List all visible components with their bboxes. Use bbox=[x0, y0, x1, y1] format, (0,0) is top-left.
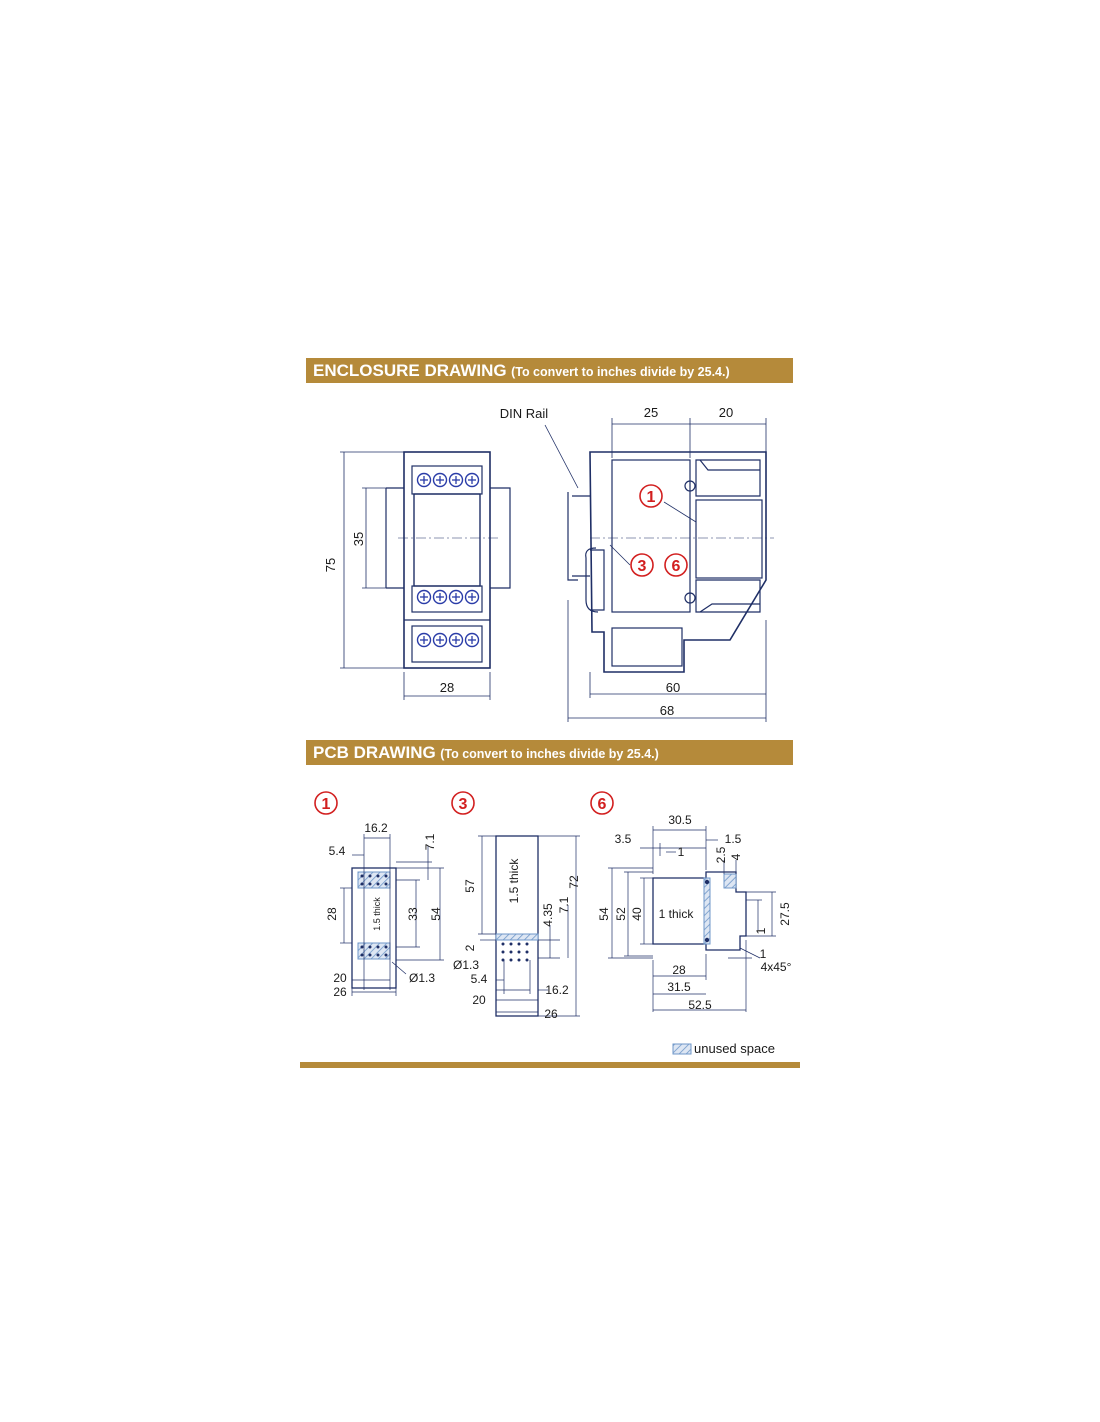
pcb6-callout: 6 bbox=[597, 796, 607, 813]
side-callout-3: 3 bbox=[637, 558, 647, 575]
pcb3-hole: Ø1.3 bbox=[452, 958, 480, 972]
pcb-drawing-title: PCB DRAWING bbox=[313, 743, 436, 762]
enclosure-drawing-title: ENCLOSURE DRAWING bbox=[313, 361, 507, 380]
pcb3-two: 2 bbox=[463, 944, 477, 952]
pcb6-chamfer: 4x45° bbox=[760, 960, 792, 974]
pcb1-w-top: 16.2 bbox=[364, 821, 388, 835]
pcb1-w-mid: 20 bbox=[333, 971, 347, 985]
pcb6-d275: 27.5 bbox=[778, 902, 792, 926]
unused-space-label: unused space bbox=[694, 1041, 775, 1056]
pcb6-drawing bbox=[591, 792, 792, 1012]
pcb3-w-total: 26 bbox=[544, 1007, 558, 1021]
pcb3-d1: 4.35 bbox=[541, 903, 555, 927]
pcb6-one-a: 1 bbox=[677, 845, 685, 859]
pcb1-h-inner: 33 bbox=[406, 907, 420, 921]
pcb6-w525: 52.5 bbox=[688, 998, 712, 1012]
pcb3-drawing bbox=[452, 792, 581, 1021]
side-callout-6: 6 bbox=[671, 558, 681, 575]
din-rail-label: DIN Rail bbox=[499, 406, 549, 421]
pcb1-callout: 1 bbox=[321, 796, 331, 813]
pcb6-d4: 4 bbox=[729, 853, 743, 861]
pcb3-callout: 3 bbox=[458, 796, 468, 813]
front-width-label: 28 bbox=[439, 680, 455, 695]
side-top-right-label: 20 bbox=[718, 405, 734, 420]
pcb6-h-inner: 40 bbox=[630, 907, 644, 921]
pcb6-one-c: 1 bbox=[759, 947, 767, 961]
pcb1-h-total: 28 bbox=[325, 907, 339, 921]
pcb1-off-left: 5.4 bbox=[328, 844, 346, 858]
pcb1-hole: Ø1.3 bbox=[408, 971, 436, 985]
pcb6-h-mid: 52 bbox=[614, 907, 628, 921]
enclosure-side-view bbox=[545, 418, 774, 722]
pcb6-off-left: 3.5 bbox=[614, 832, 632, 846]
pcb1-off-top: 7.1 bbox=[423, 833, 437, 851]
enclosure-front-view bbox=[340, 452, 510, 700]
pcb6-off-right: 1.5 bbox=[724, 832, 742, 846]
pcb6-w28: 28 bbox=[672, 963, 686, 977]
pcb6-h-outer: 54 bbox=[597, 907, 611, 921]
side-callouts bbox=[631, 485, 687, 576]
pcb-drawing-note: (To convert to inches divide by 25.4.) bbox=[440, 747, 659, 761]
side-callout-1: 1 bbox=[646, 489, 656, 506]
pcb6-thickness: 1 thick bbox=[658, 907, 694, 921]
pcb3-h-total: 72 bbox=[567, 875, 581, 889]
front-rail-label: 35 bbox=[351, 531, 366, 547]
pcb6-one-b: 1 bbox=[754, 927, 768, 935]
side-top-left-label: 25 bbox=[643, 405, 659, 420]
side-depth-label: 60 bbox=[665, 680, 681, 695]
pcb3-off: 5.4 bbox=[470, 972, 488, 986]
pcb6-d25: 2.5 bbox=[714, 846, 728, 864]
pcb3-w-mid: 20 bbox=[472, 993, 486, 1007]
unused-space-swatch bbox=[673, 1044, 691, 1054]
pcb3-w-pins: 16.2 bbox=[545, 983, 569, 997]
pcb3-thickness: 1.5 thick bbox=[507, 858, 521, 904]
pcb6-w315: 31.5 bbox=[667, 980, 691, 994]
pcb1-thickness: 1.5 thick bbox=[372, 897, 382, 931]
pcb1-drawing bbox=[315, 792, 444, 999]
side-overall-label: 68 bbox=[659, 703, 675, 718]
pcb1-w-total: 26 bbox=[333, 985, 347, 999]
pcb3-d2: 7.1 bbox=[557, 896, 571, 914]
bottom-rule bbox=[300, 1062, 800, 1068]
pcb3-h-top: 57 bbox=[463, 879, 477, 893]
pcb6-w-top: 30.5 bbox=[668, 813, 692, 827]
enclosure-drawing-note: (To convert to inches divide by 25.4.) bbox=[511, 365, 730, 379]
unused-space-legend bbox=[673, 1041, 775, 1056]
front-height-label: 75 bbox=[323, 557, 338, 573]
pcb1-h-outer: 54 bbox=[429, 907, 443, 921]
